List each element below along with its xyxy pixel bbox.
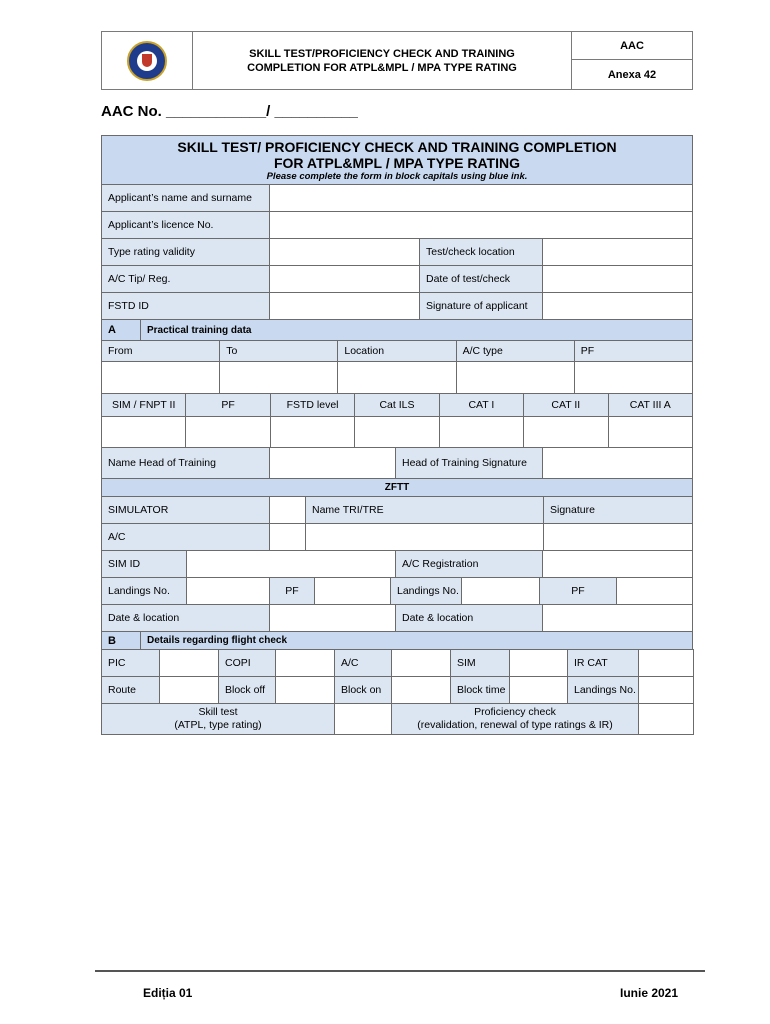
licence-no-label: Applicant’s licence No. (102, 212, 270, 239)
skill-test-checkbox[interactable] (335, 704, 392, 735)
signature-applicant-label: Signature of applicant (420, 293, 543, 320)
col-cat-iiia: CAT III A (608, 394, 692, 417)
prof-check-checkbox[interactable] (639, 704, 694, 735)
ac-type-field[interactable] (456, 362, 574, 394)
col-cat-ii: CAT II (524, 394, 608, 417)
ac-field-b[interactable] (392, 650, 451, 677)
pic-label: PIC (102, 650, 160, 677)
document-header (101, 31, 693, 90)
pf-label-2: PF (540, 578, 617, 605)
copi-label: COPI (219, 650, 276, 677)
form-instruction: Please complete the form in block capitals using blue ink. (266, 170, 528, 182)
rating-section (101, 238, 693, 320)
col-from: From (102, 341, 220, 362)
sim-id-label: SIM ID (102, 551, 187, 578)
cat-iiia-field[interactable] (608, 417, 692, 448)
aac-logo-icon (127, 41, 167, 81)
applicant-section (101, 184, 693, 239)
pf-label-1: PF (270, 578, 315, 605)
pf-field-1[interactable] (315, 578, 391, 605)
aac-number: AAC No. ____________/ __________ (101, 103, 358, 120)
name-tri-tre-label: Name TRI/TRE (306, 497, 544, 524)
sim-fnpt-field[interactable] (102, 417, 186, 448)
name-head-training-label: Name Head of Training (102, 448, 270, 479)
header-title-line1: SKILL TEST/PROFICIENCY CHECK AND TRAINING (249, 47, 515, 60)
section-b-header (101, 631, 693, 650)
col-sim-fnpt: SIM / FNPT II (102, 394, 186, 417)
col-sim-pf: PF (186, 394, 270, 417)
sim-table (101, 393, 693, 448)
name-tri-tre-field[interactable] (306, 524, 544, 551)
ac-registration-label: A/C Registration (396, 551, 543, 578)
head-training-signature-label: Head of Training Signature (396, 448, 543, 479)
block-time-label: Block time (451, 677, 510, 704)
location-field[interactable] (338, 362, 456, 394)
prof-check-line1: Proficiency check (474, 706, 556, 718)
col-pf: PF (574, 341, 692, 362)
section-b-title: Details regarding flight check (141, 632, 693, 650)
signature-applicant-field[interactable] (543, 293, 693, 320)
skill-test-line2: (ATPL, type rating) (174, 719, 262, 731)
pf-field[interactable] (574, 362, 692, 394)
zftt-title: ZFTT (102, 479, 693, 497)
zftt-header (101, 478, 693, 497)
date-location-label-1: Date & location (102, 605, 270, 632)
col-fstd-level: FSTD level (270, 394, 354, 417)
fstd-level-field[interactable] (270, 417, 354, 448)
header-annex: Anexa 42 (572, 60, 693, 90)
landings-section (101, 577, 693, 605)
section-a-header (101, 319, 693, 341)
block-off-label: Block off (219, 677, 276, 704)
fstd-id-field[interactable] (270, 293, 420, 320)
date-of-test-label: Date of test/check (420, 266, 543, 293)
skill-test-line1: Skill test (198, 706, 238, 718)
landings-no-field-b[interactable] (639, 677, 694, 704)
col-location: Location (338, 341, 456, 362)
ac-label-b: A/C (335, 650, 392, 677)
fstd-id-label: FSTD ID (102, 293, 270, 320)
cat-i-field[interactable] (439, 417, 523, 448)
form-title-line2: FOR ATPL&MPL / MPA TYPE RATING (273, 154, 521, 171)
block-off-field[interactable] (276, 677, 335, 704)
applicant-name-field[interactable] (270, 185, 693, 212)
form-title-block (101, 135, 693, 185)
date-location-field-2[interactable] (543, 605, 693, 632)
skill-test-label (102, 704, 335, 735)
sim-id-field[interactable] (187, 551, 396, 578)
ir-cat-field[interactable] (639, 650, 694, 677)
col-cat-ils: Cat ILS (355, 394, 439, 417)
date-of-test-field[interactable] (543, 266, 693, 293)
form (101, 135, 693, 735)
footer-divider (95, 970, 705, 972)
type-rating-validity-field[interactable] (270, 239, 420, 266)
sim-pf-field[interactable] (186, 417, 270, 448)
sim-id-section (101, 550, 693, 578)
signature-label: Signature (544, 497, 693, 524)
cat-ils-field[interactable] (355, 417, 439, 448)
ac-checkbox[interactable] (270, 524, 306, 551)
simulator-checkbox[interactable] (270, 497, 306, 524)
footer-edition: Ediția 01 (143, 986, 193, 1000)
applicant-name-label: Applicant’s name and surname (102, 185, 270, 212)
pic-field[interactable] (160, 650, 219, 677)
test-check-location-field[interactable] (543, 239, 693, 266)
landings-no-label-2: Landings No. (391, 578, 462, 605)
head-training-signature-field[interactable] (543, 448, 693, 479)
sim-field[interactable] (510, 650, 568, 677)
test-check-location-label: Test/check location (420, 239, 543, 266)
head-training-section (101, 447, 693, 479)
block-on-label: Block on (335, 677, 392, 704)
header-title-line2: COMPLETION FOR ATPL&MPL / MPA TYPE RATING (247, 61, 517, 74)
prof-check-label (392, 704, 639, 735)
name-head-training-field[interactable] (270, 448, 396, 479)
date-location-section (101, 604, 693, 632)
col-to: To (220, 341, 338, 362)
form-title-line1: SKILL TEST/ PROFICIENCY CHECK AND TRAINING COMPLETION (177, 138, 617, 155)
to-field[interactable] (220, 362, 338, 394)
section-a-title: Practical training data (141, 320, 693, 341)
landings-no-label-1: Landings No. (102, 578, 187, 605)
type-rating-validity-label: Type rating validity (102, 239, 270, 266)
licence-no-field[interactable] (270, 212, 693, 239)
footer-date: Iunie 2021 (620, 986, 679, 1000)
section-b-letter: B (102, 632, 141, 650)
date-location-field-1[interactable] (270, 605, 396, 632)
from-field[interactable] (102, 362, 220, 394)
landings-no-label-b: Landings No. (568, 677, 639, 704)
section-a-letter: A (102, 320, 141, 341)
practical-training-table (101, 340, 693, 394)
ac-label: A/C (102, 524, 270, 551)
simulator-label: SIMULATOR (102, 497, 270, 524)
col-ac-type: A/C type (456, 341, 574, 362)
block-time-field[interactable] (510, 677, 568, 704)
ir-cat-label: IR CAT (568, 650, 639, 677)
ac-tip-reg-label: A/C Tip/ Reg. (102, 266, 270, 293)
logo-cell (102, 32, 193, 90)
copi-field[interactable] (276, 650, 335, 677)
signature-field[interactable] (544, 524, 693, 551)
landings-no-field-1[interactable] (187, 578, 270, 605)
cat-ii-field[interactable] (524, 417, 608, 448)
landings-no-field-2[interactable] (462, 578, 540, 605)
prof-check-line2: (revalidation, renewal of type ratings & IR) (417, 719, 613, 731)
date-location-label-2: Date & location (396, 605, 543, 632)
block-on-field[interactable] (392, 677, 451, 704)
pf-field-2[interactable] (617, 578, 693, 605)
header-title (193, 32, 572, 90)
flight-check-table (101, 649, 694, 735)
ac-registration-field[interactable] (543, 551, 693, 578)
header-org: AAC (572, 32, 693, 60)
sim-label: SIM (451, 650, 510, 677)
ac-tip-reg-field[interactable] (270, 266, 420, 293)
route-field[interactable] (160, 677, 219, 704)
zftt-section (101, 496, 693, 551)
route-label: Route (102, 677, 160, 704)
col-cat-i: CAT I (439, 394, 523, 417)
